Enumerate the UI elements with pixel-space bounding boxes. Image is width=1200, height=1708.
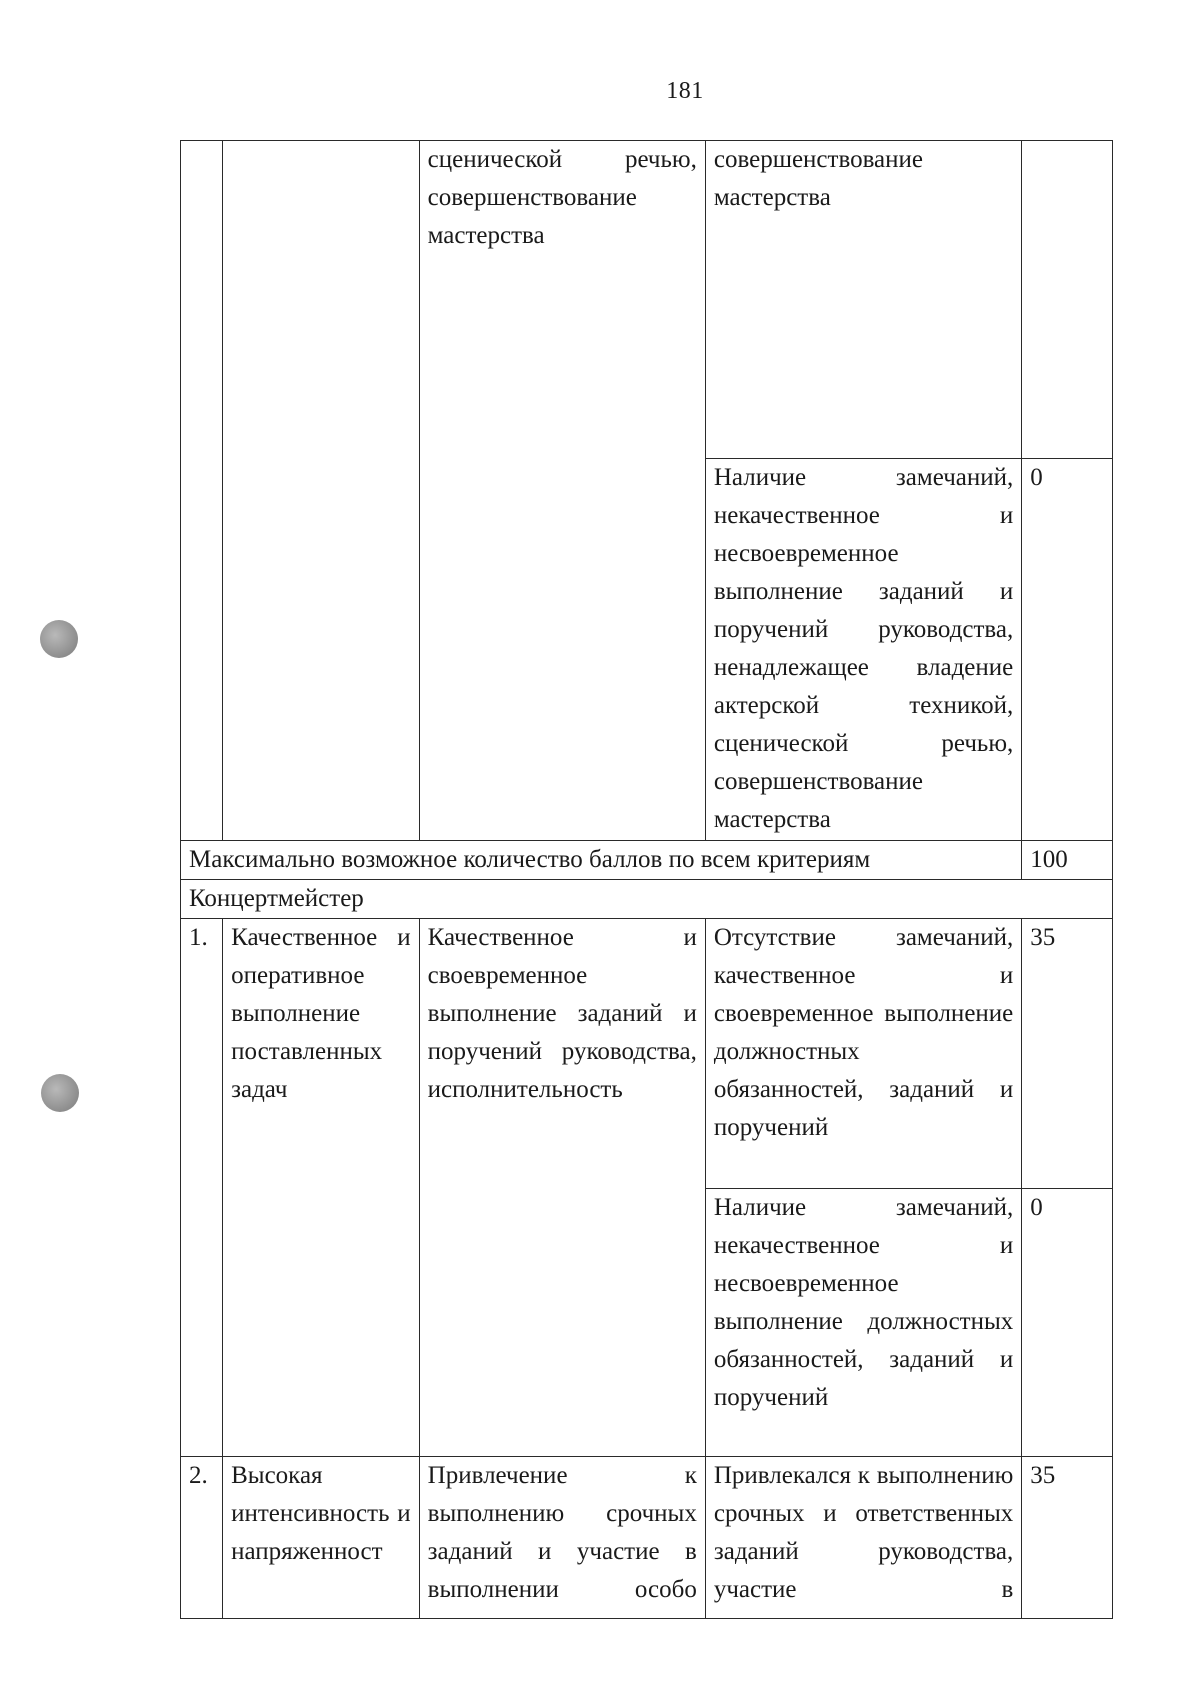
score-cell: 0 <box>1022 459 1113 841</box>
score-cell: 35 <box>1022 1457 1113 1619</box>
hole-punch-mark <box>40 620 78 658</box>
criterion-cell: Привлекался к выполнению срочных и ответственных заданий руководства, участие в <box>705 1457 1021 1619</box>
table-row <box>181 141 1113 459</box>
criterion-cell: Наличие замечаний, некачественное и несвоевременное выполнение должностных обязанностей, заданий и поручений <box>705 1189 1021 1457</box>
number-cell <box>181 141 223 841</box>
max-score-row <box>181 841 1113 880</box>
page-number: 181 <box>666 78 704 104</box>
score-cell: 35 <box>1022 919 1113 1189</box>
number-cell: 2. <box>181 1457 223 1619</box>
max-score-label: Максимально возможное количество баллов по всем критериям <box>181 841 1022 880</box>
criteria-table <box>180 140 1113 1619</box>
description-cell: Качественное и своевременное выполнение заданий и поручений руководства, исполнительность <box>419 919 705 1457</box>
section-row <box>181 880 1113 919</box>
hole-punch-mark <box>41 1074 79 1112</box>
indicator-name-cell <box>223 141 420 841</box>
description-cell: сценической речью, совершенствование мастерства <box>419 141 705 841</box>
indicator-name-cell: Качественное и оперативное выполнение поставленных задач <box>223 919 420 1457</box>
score-cell: 0 <box>1022 1189 1113 1457</box>
criterion-cell: Отсутствие замечаний, качественное и своевременное выполнение должностных обязанностей, заданий и поручений <box>705 919 1021 1189</box>
max-score-value: 100 <box>1022 841 1113 880</box>
number-cell: 1. <box>181 919 223 1457</box>
criterion-cell: совершенствование мастерства <box>705 141 1021 459</box>
criterion-cell: Наличие замечаний, некачественное и несвоевременное выполнение заданий и поручений руководства, ненадлежащее владение актерской техникой, сценической речью, совершенствование мастерства <box>705 459 1021 841</box>
table-row <box>181 1457 1113 1619</box>
indicator-name-cell: Высокая интенсивность и напряженност <box>223 1457 420 1619</box>
score-cell <box>1022 141 1113 459</box>
description-cell: Привлечение к выполнению срочных заданий и участие в выполнении особо <box>419 1457 705 1619</box>
table-row <box>181 919 1113 1189</box>
section-title: Концертмейстер <box>181 880 1113 919</box>
